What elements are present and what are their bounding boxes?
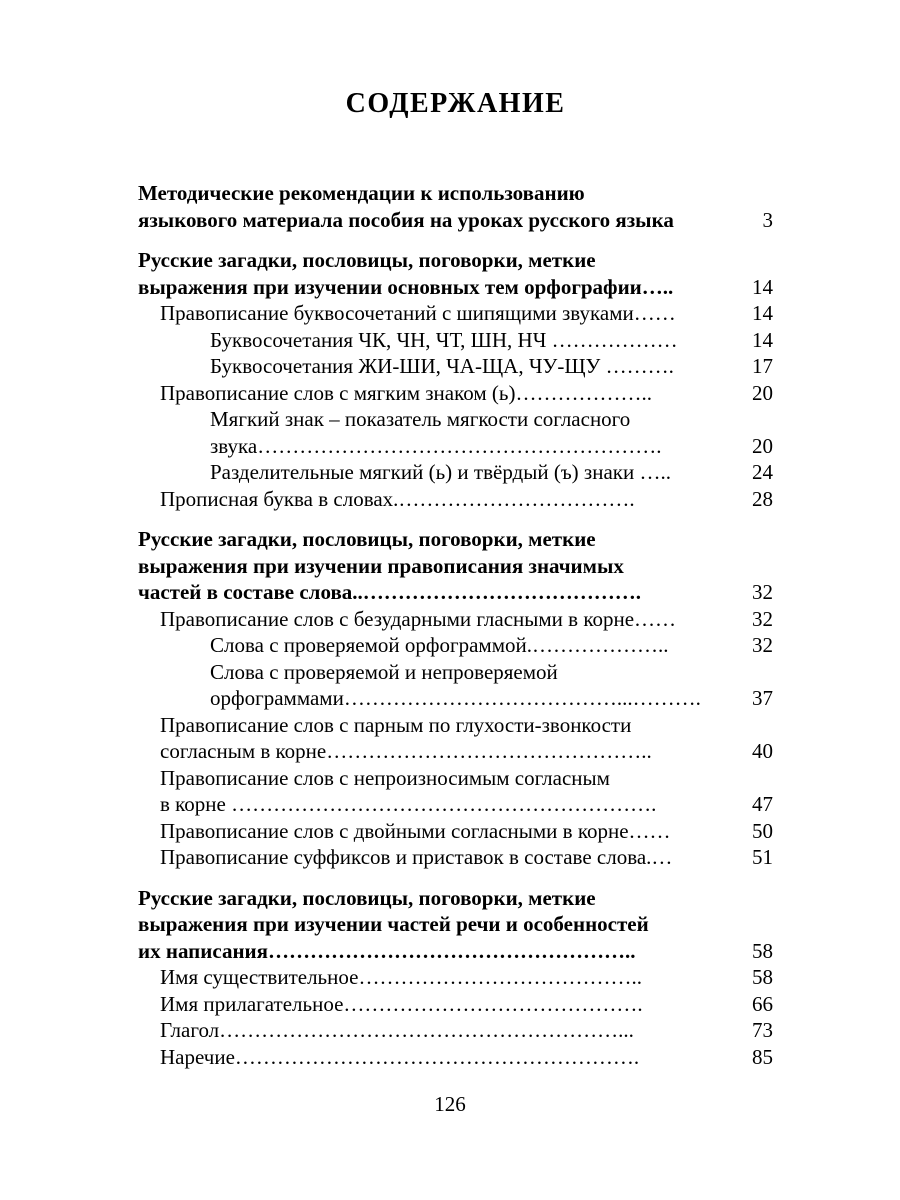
toc-entry [138, 885, 773, 965]
toc-entry [138, 180, 773, 233]
toc-entry [138, 712, 773, 765]
toc-entry-text: Русские загадки, пословицы, поговорки, меткие [138, 885, 596, 910]
toc-entry-page-number: 47 [752, 792, 773, 816]
toc-line [138, 1017, 773, 1044]
toc-entry-page-number: 66 [752, 991, 773, 1016]
toc-entry-page-number: 37 [752, 686, 773, 710]
toc-entry [138, 606, 773, 633]
toc-entry-text: Правописание слов с двойными согласными в корне…… [160, 818, 671, 843]
toc-entry-text: Слова с проверяемой орфограммой.……………….. [210, 633, 669, 657]
toc-line [138, 791, 773, 818]
toc-entry [138, 486, 773, 513]
toc-entry-text: частей в составе слова..…………………………………. [138, 580, 642, 604]
toc-entry [138, 526, 773, 606]
toc-entry-page-number: 20 [752, 380, 773, 405]
toc-line [138, 406, 773, 433]
page-number: 126 [434, 1092, 466, 1116]
toc-entry [138, 459, 773, 486]
toc-entry-page-number: 73 [752, 1018, 773, 1042]
toc-entry [138, 247, 773, 300]
toc-entry-page-number: 58 [752, 938, 773, 963]
toc-entry-page-number: 32 [752, 580, 773, 604]
toc-line [138, 380, 773, 407]
toc-entry [138, 964, 773, 991]
toc-line [138, 553, 773, 580]
toc-entry-text: Наречие…………………………………………………. [160, 1044, 640, 1069]
toc-entry [138, 659, 773, 712]
toc-entry-text: Буквосочетания ЧК, ЧН, ЧТ, ШН, НЧ ……………… [210, 327, 678, 352]
toc-line [138, 353, 773, 380]
toc-entry-page-number: 24 [752, 460, 773, 484]
toc-entry-text: Правописание слов с мягким знаком (ь)……………….. [160, 380, 652, 405]
toc-entry-page-number: 14 [752, 274, 773, 299]
toc-entry-text: Методические рекомендации к использованию [138, 181, 585, 205]
toc-line [138, 938, 773, 965]
table-of-contents [138, 180, 773, 1070]
toc-entry-text: в корне ……………………………………………………. [160, 792, 657, 816]
toc-entry-text: Правописание буквосочетаний с шипящими звуками…… [160, 301, 676, 325]
toc-entry-page-number: 50 [752, 818, 773, 843]
toc-entry-text: Правописание слов с парным по глухости-звонкости [160, 712, 632, 737]
toc-entry-text: языкового материала пособия на уроках русского языка [138, 207, 674, 232]
toc-line [138, 738, 773, 765]
toc-line [138, 606, 773, 633]
toc-entry-page-number: 85 [752, 1044, 773, 1069]
toc-entry-text: Правописание суффиксов и приставок в составе слова.… [160, 845, 673, 869]
toc-line [138, 579, 773, 606]
toc-entry [138, 406, 773, 459]
toc-entry-page-number: 32 [752, 606, 773, 631]
toc-entry [138, 844, 773, 871]
toc-entry [138, 632, 773, 659]
toc-line [138, 685, 773, 712]
toc-entry-text: Правописание слов с безударными гласными в корне…… [160, 606, 677, 631]
toc-line [138, 247, 773, 274]
toc-entry [138, 380, 773, 407]
toc-entry-text: согласным в корне……………………………………….. [160, 739, 652, 763]
toc-entry-text: Правописание слов с непроизносимым согласным [160, 765, 610, 790]
toc-line [138, 991, 773, 1018]
toc-entry-text: Разделительные мягкий (ь) и твёрдый (ъ) знаки ….. [210, 460, 671, 484]
toc-entry [138, 991, 773, 1018]
toc-line [138, 1044, 773, 1071]
toc-entry-page-number: 40 [752, 739, 773, 763]
toc-line [138, 712, 773, 739]
toc-line [138, 659, 773, 686]
toc-line [138, 433, 773, 460]
toc-line [138, 459, 773, 486]
toc-entry-page-number: 17 [752, 354, 773, 378]
toc-entry-page-number: 14 [752, 301, 773, 325]
toc-line [138, 885, 773, 912]
toc-line [138, 632, 773, 659]
toc-entry-text: Русские загадки, пословицы, поговорки, меткие [138, 527, 596, 551]
toc-entry [138, 765, 773, 818]
toc-line [138, 486, 773, 513]
toc-line [138, 300, 773, 327]
toc-line [138, 844, 773, 871]
toc-line [138, 526, 773, 553]
toc-entry-text: орфограммами…………………………………...………. [210, 686, 701, 710]
toc-entry [138, 818, 773, 845]
page-title: СОДЕРЖАНИЕ [345, 88, 566, 119]
toc-entry-text: Прописная буква в словах.……………………………. [160, 486, 635, 511]
toc-entry-text: их написания…………………………………………….. [138, 938, 636, 963]
toc-entry-text: Буквосочетания ЖИ-ШИ, ЧА-ЩА, ЧУ-ЩУ ………. [210, 354, 674, 378]
toc-entry [138, 353, 773, 380]
toc-entry-text: выражения при изучении правописания значимых [138, 553, 624, 578]
toc-line [138, 327, 773, 354]
toc-line [138, 207, 773, 234]
toc-entry-page-number: 28 [752, 486, 773, 511]
toc-entry-text: Слова с проверяемой и непроверяемой [210, 659, 558, 684]
toc-entry-page-number: 3 [762, 207, 773, 232]
toc-entry-page-number: 32 [752, 633, 773, 657]
toc-entry-text: Мягкий знак – показатель мягкости согласного [210, 407, 631, 431]
toc-entry-page-number: 58 [752, 965, 773, 989]
toc-entry-text: Глагол…………………………………………………... [160, 1018, 634, 1042]
toc-entry-text: Имя прилагательное……………………………………. [160, 991, 643, 1016]
toc-line [138, 180, 773, 207]
toc-entry-page-number: 51 [752, 845, 773, 869]
toc-entry-text: выражения при изучении частей речи и особенностей [138, 912, 649, 936]
toc-entry [138, 1017, 773, 1044]
toc-line [138, 274, 773, 301]
toc-line [138, 964, 773, 991]
toc-line [138, 765, 773, 792]
toc-entry-text: выражения при изучении основных тем орфографии….. [138, 274, 674, 299]
toc-entry [138, 300, 773, 327]
toc-entry [138, 327, 773, 354]
toc-entry-text: звука…………………………………………………. [210, 433, 662, 458]
toc-line [138, 911, 773, 938]
toc-entry-text: Русские загадки, пословицы, поговорки, меткие [138, 248, 596, 272]
toc-entry-page-number: 20 [752, 433, 773, 458]
toc-entry-text: Имя существительное………………………………….. [160, 965, 642, 989]
toc-line [138, 818, 773, 845]
toc-entry [138, 1044, 773, 1071]
toc-entry-page-number: 14 [752, 327, 773, 352]
